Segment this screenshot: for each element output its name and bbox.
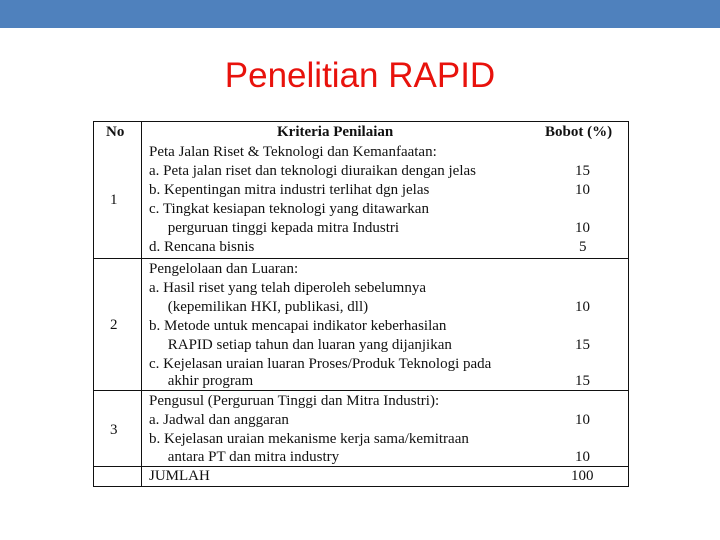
section-3-item-a: a. Jadwal dan anggaran bbox=[149, 412, 289, 428]
table-border-bottom bbox=[93, 486, 629, 487]
section-1-item-b: b. Kepentingan mitra industri terlihat dgn jelas bbox=[149, 182, 430, 198]
slide-title: Penelitian RAPID bbox=[224, 56, 496, 95]
table-border-top bbox=[93, 121, 629, 122]
section-2-item-c-bobot: 15 bbox=[575, 373, 590, 389]
section-3-item-b-cont: antara PT dan mitra industry bbox=[149, 449, 340, 465]
table-border-right bbox=[628, 121, 629, 487]
table-divider-section-2 bbox=[93, 258, 629, 259]
section-2-item-b-cont: RAPID setiap tahun dan luaran yang dijanjikan bbox=[149, 337, 452, 353]
section-2-item-c-cont: akhir program bbox=[149, 373, 254, 389]
top-accent-bar bbox=[0, 0, 720, 28]
table-border-left bbox=[93, 121, 94, 487]
section-2-heading: Pengelolaan dan Luaran: bbox=[149, 261, 299, 277]
section-3-item-b-bobot: 10 bbox=[575, 449, 590, 465]
section-2-no: 2 bbox=[110, 317, 118, 333]
section-2-item-b-bobot: 15 bbox=[575, 337, 590, 353]
table-divider-no bbox=[141, 121, 142, 487]
section-3-item-b: b. Kejelasan uraian mekanisme kerja sama/kemitraan bbox=[149, 431, 469, 447]
section-2-item-c: c. Kejelasan uraian luaran Proses/Produk Teknologi pada bbox=[149, 356, 492, 372]
section-1-item-a: a. Peta jalan riset dan teknologi diuraikan dengan jelas bbox=[149, 163, 476, 179]
section-2-item-a-bobot: 10 bbox=[575, 299, 590, 315]
section-3-no: 3 bbox=[110, 422, 118, 438]
section-1-item-d-bobot: 5 bbox=[579, 239, 587, 255]
section-2-item-b: b. Metode untuk mencapai indikator keberhasilan bbox=[149, 318, 447, 334]
section-1-item-c-bobot: 10 bbox=[575, 220, 590, 236]
section-2-item-a-cont: (kepemilikan HKI, publikasi, dll) bbox=[149, 299, 369, 315]
header-kriteria: Kriteria Penilaian bbox=[277, 124, 394, 140]
total-label: JUMLAH bbox=[149, 468, 210, 484]
section-1-heading: Peta Jalan Riset & Teknologi dan Kemanfaatan: bbox=[149, 144, 437, 160]
header-bobot: Bobot (%) bbox=[545, 124, 613, 140]
section-1-item-c: c. Tingkat kesiapan teknologi yang ditawarkan bbox=[149, 201, 429, 217]
criteria-table bbox=[93, 121, 629, 487]
section-1-item-a-bobot: 15 bbox=[575, 163, 590, 179]
section-3-heading: Pengusul (Perguruan Tinggi dan Mitra Industri): bbox=[149, 393, 440, 409]
header-no: No bbox=[106, 124, 125, 140]
section-1-item-b-bobot: 10 bbox=[575, 182, 590, 198]
section-3-item-a-bobot: 10 bbox=[575, 412, 590, 428]
section-1-item-c-cont: perguruan tinggi kepada mitra Industri bbox=[149, 220, 400, 236]
section-2-item-a: a. Hasil riset yang telah diperoleh sebelumnya bbox=[149, 280, 426, 296]
total-value: 100 bbox=[571, 468, 594, 484]
section-1-item-d: d. Rencana bisnis bbox=[149, 239, 255, 255]
section-1-no: 1 bbox=[110, 192, 118, 208]
